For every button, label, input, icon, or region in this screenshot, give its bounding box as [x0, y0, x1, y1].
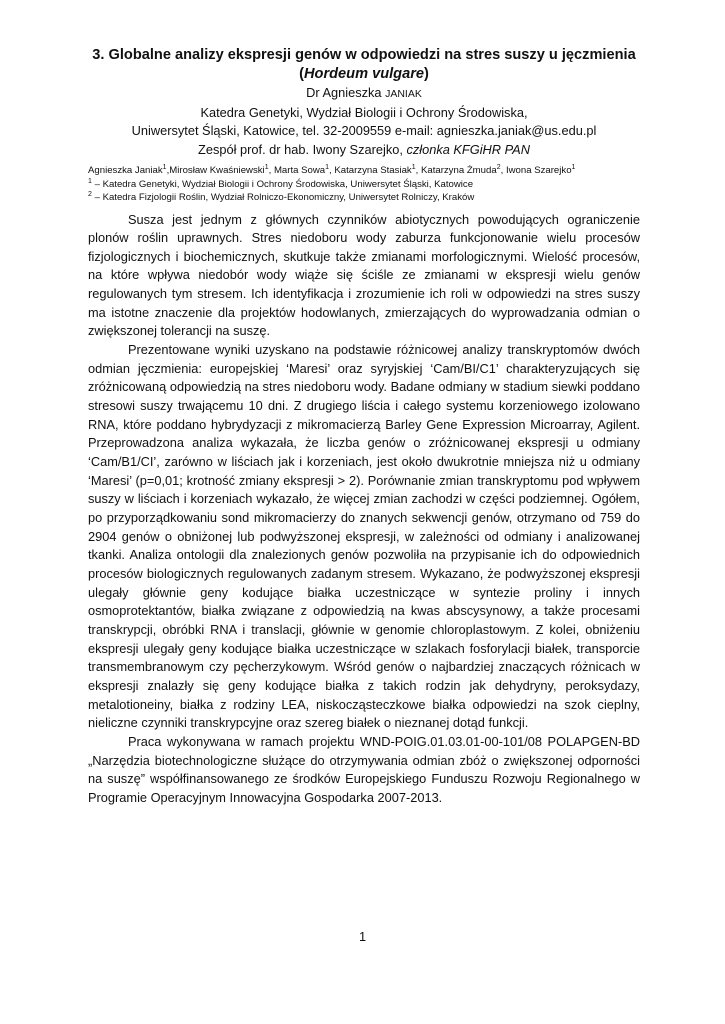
title-latin-name: Hordeum vulgare — [303, 66, 425, 82]
affiliation-text: – Katedra Genetyki, Wydział Biologii i Ochrony Środowiska, Uniwersytet Śląski, Katowice — [91, 178, 474, 190]
author-list — [88, 164, 640, 178]
author-sep: , — [500, 165, 506, 176]
affiliation-line-1: Katedra Genetyki, Wydział Biologii i Ochrony Środowiska, — [200, 104, 528, 120]
author-name: Iwona Szarejko — [505, 165, 572, 176]
author-sup: 1 — [162, 163, 167, 171]
team-prefix: Zespół prof. dr hab. Iwony Szarejko, — [198, 141, 407, 157]
presenter-line — [88, 84, 640, 104]
author-sup: 1 — [411, 163, 416, 171]
page-number: 1 — [358, 929, 367, 944]
team-line — [88, 141, 640, 160]
author-sep: , — [166, 165, 170, 176]
affiliation-sup: 2 — [88, 190, 92, 198]
abstract-body — [88, 211, 640, 808]
author-sup: 1 — [264, 163, 269, 171]
affiliation-note-1 — [88, 178, 640, 192]
author-name: Mirosław Kwaśniewski — [169, 165, 265, 176]
affiliation-line-2: Uniwersytet Śląski, Katowice, tel. 32-2009559 e-mail: agnieszka.janiak@us.edu.pl — [131, 123, 597, 138]
presenter-name: Dr Agnieszka — [306, 85, 386, 100]
author-name: Agnieszka Janiak — [88, 165, 163, 176]
team-italic: członka KFGiHR PAN — [406, 141, 530, 157]
author-sep: , — [268, 165, 274, 176]
author-sup: 2 — [496, 163, 501, 171]
title-paren-close: ) — [424, 66, 429, 82]
affiliation-text: – Katedra Fizjologii Roślin, Wydział Rolniczo-Ekonomiczny, Uniwersytet Rolniczy, Kraków — [91, 192, 475, 203]
author-sep: , — [415, 165, 421, 176]
affiliation-sup: 1 — [88, 177, 92, 185]
paragraph-funding: Praca wykonywana w ramach projektu WND-POIG.01.03.01-00-101/08 POLAPGEN-BD „Narzędzia biotechnologiczne służące do otrzymywania odmian zbóż o zwiększonej odporności na suszę” współfinansowanego ze środków Europejskiego Funduszu Rozwoju Regionalnego w Programie Operacyjnym Innowacyjna Gospodarka 2007-2013. — [88, 733, 640, 805]
author-name: Marta Sowa — [273, 165, 326, 176]
title-paren-open: ( — [299, 66, 304, 82]
paragraph-results: Prezentowane wyniki uzyskano na podstawie różnicowej analizy transkryptomów dwóch odmian jęczmienia: europejskiej ‘Maresi’ oraz syryjskiej ‘Cam/BI/C1’ charakteryzujących się zróżnicowaną odpowiedzią na stres niedoboru wody. Badane odmiany w stadium siewki poddano stresowi suszy trwającemu 10 dni. Z drugiego liścia i całego systemu korzeniowego izolowano RNA, które poddano hybrydyzacji z mikromacierzą Barley Gene Expression Microarray, Agilent. Przeprowadzona analiza wykazała, że liczba genów o zróżnicowanej ekspresji u odmiany ‘Cam/B1/CI’, zarówno w liściach jak i korzeniach, jest około dwukrotnie mniejsza niż u odmiany ‘Maresi’ (p=0,01; krotność zmiany ekspresji > 2). Porównanie zmian transkryptomu pod wpływem suszy w liściach i korzeniach wykazało, że więcej zmian zachodzi w części podziemnej. Ogółem, po przyporządkowaniu sond mikromacierzy do znanych sekwencji genów, otrzymano od 759 do 2904 genów o obniżonej lub podwyższonej ekspresji, w zależności od odmiany i analizowanej tkanki. Analiza ontologii dla znalezionych genów pozwoliła na przypisanie ich do odpowiednich procesów biologicznych regulowanych zadanym stresem. Wykazano, że podwyższonej ekspresji ulegały głównie geny kodujące białka uczestniczące w syntezie proliny i innych osmoprotektantów, białka związane z odpowiedzią na kwas abscysynowy, a także procesami transkrypcji, obróbki RNA i translacji, głównie w genomie chloroplastowym. Z kolei, obniżeniu ekspresji ulegały geny kodujące białka uczestniczące w szlakach fosforylacji białek, transporcie transmembranowym czy pęcherzykowym. Wśród genów o najbardziej znaczących różnicach w ekspresji znalazły się geny kodujące białka z takich rodzin jak dehydryny, peroksydazy, metalotioneiny, białka z rodziny LEA, niskocząsteczkowe białka odpowiedzi na szok cieplny, nieliczne czynniki transkrypcyjne oraz szereg białek o nieznanej dotąd funkcji. — [88, 342, 640, 731]
author-sup: 1 — [571, 163, 576, 171]
presenter-surname: JANIAK — [385, 88, 422, 100]
title-main: 3. Globalne analizy ekspresji genów w odpowiedzi na stres suszy u jęczmienia — [92, 47, 636, 63]
author-name: Katarzyna Żmuda — [420, 165, 497, 176]
affiliation-note-2 — [88, 191, 640, 205]
author-name: Katarzyna Stasiak — [334, 165, 412, 176]
document-title — [88, 46, 640, 84]
document-content — [88, 46, 640, 808]
paragraph-intro: Susza jest jednym z głównych czynników abiotycznych powodujących ograniczenie plonów roślin uprawnych. Stres niedoboru wody zaburza funkcjonowanie wielu procesów fizjologicznych i biochemicznych, skutkuje także zmianami morfologicznymi. Wielość procesów, na które wpływa niedobór wody wiąże się ściśle ze zmianami w ekspresji wielu genów regulowanych tym stresem. Ich identyfikacja i zrozumienie ich roli w odpowiedzi na stres suszy ma istotne znaczenie dla projektów hodowlanych, zmierzających do wyprowadzania odmian o zwiększonej tolerancji na suszę. — [88, 211, 640, 339]
author-sep: , — [329, 165, 335, 176]
author-sup: 1 — [325, 163, 330, 171]
